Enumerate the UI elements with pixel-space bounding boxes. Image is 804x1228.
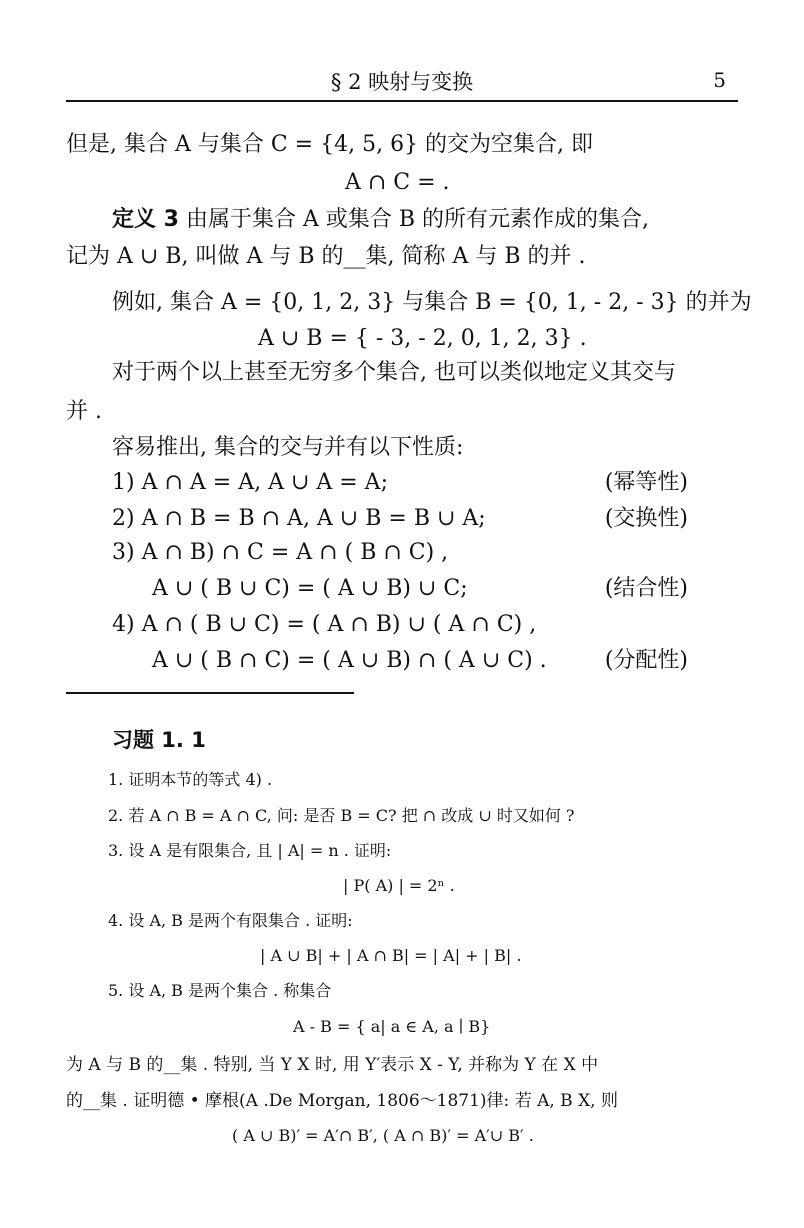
- property-1: 1) A ∩ A = A, A ∪ A = A;: [112, 470, 388, 495]
- property-2: 2) A ∩ B = B ∩ A, A ∪ B = B ∪ A;: [112, 506, 486, 531]
- header-rule: [66, 100, 738, 102]
- exercise-3-formula: | P( A) | = 2ⁿ .: [343, 876, 455, 895]
- exercise-5-text-1: 为 A 与 B 的__集 . 特别, 当 Y X 时, 用 Y′表示 X - Y, 并称为 Y 在 X 中: [66, 1055, 599, 1075]
- body-line-7: 对于两个以上甚至无穷多个集合, 也可以类似地定义其交与: [112, 360, 676, 385]
- exercise-1: 1. 证明本节的等式 4) .: [108, 770, 273, 789]
- body-line-5: 例如, 集合 A = {0, 1, 2, 3} 与集合 B = {0, 1, - 2, - 3} 的并为: [112, 290, 752, 315]
- page-number: 5: [713, 68, 726, 92]
- property-4-label: (分配性): [604, 648, 688, 673]
- exercise-4-formula: | A ∪ B| + | A ∩ B| = | A| + | B| .: [260, 946, 522, 965]
- definition-line: [112, 209, 649, 231]
- section-rule: [66, 692, 354, 694]
- property-3-label: (结合性): [604, 576, 688, 601]
- exercises-title: 习题 1. 1: [112, 728, 206, 752]
- running-header-title: § 2 映射与变换: [330, 70, 474, 94]
- exercise-5-formula-2: ( A ∪ B)′ = A′∩ B′, ( A ∩ B)′ = A′∪ B′ .: [232, 1126, 534, 1145]
- body-line-2-equation: A ∩ C = .: [345, 170, 450, 195]
- body-line-8: 并 .: [66, 399, 102, 424]
- exercise-2: 2. 若 A ∩ B = A ∩ C, 问: 是否 B = C? 把 ∩ 改成 ∪ 时又如何 ?: [108, 806, 575, 825]
- body-line-9: 容易推出, 集合的交与并有以下性质:: [112, 435, 464, 460]
- property-4-line-2: A ∪ ( B ∩ C) = ( A ∪ B) ∩ ( A ∪ C) .: [152, 648, 547, 673]
- exercise-5-formula: A - B = { a| a ∈ A, a ∣ B}: [293, 1017, 491, 1036]
- body-line-1: 但是, 集合 A 与集合 C = {4, 5, 6} 的交为空集合, 即: [66, 132, 594, 157]
- property-3-line-1: 3) A ∩ B) ∩ C = A ∩ ( B ∩ C) ,: [112, 540, 449, 565]
- exercise-5: 5. 设 A, B 是两个集合 . 称集合: [108, 981, 332, 1000]
- property-2-label: (交换性): [604, 506, 688, 531]
- exercise-4: 4. 设 A, B 是两个有限集合 . 证明:: [108, 911, 353, 930]
- definition-text: 由属于集合 A 或集合 B 的所有元素作成的集合,: [185, 207, 649, 232]
- property-1-label: (幂等性): [604, 470, 688, 495]
- body-line-6-equation: A ∪ B = { - 3, - 2, 0, 1, 2, 3} .: [258, 326, 587, 351]
- exercise-5-text-2: 的__集 . 证明德 • 摩根(A .De Morgan, 1806～1871)律: 若 A, B X, 则: [66, 1091, 618, 1111]
- property-4-line-1: 4) A ∩ ( B ∪ C) = ( A ∩ B) ∪ ( A ∩ C) ,: [112, 612, 537, 637]
- body-line-4: 记为 A ∪ B, 叫做 A 与 B 的__集, 简称 A 与 B 的并 .: [66, 244, 586, 269]
- property-3-line-2: A ∪ ( B ∪ C) = ( A ∪ B) ∪ C;: [152, 576, 468, 601]
- exercise-3: 3. 设 A 是有限集合, 且 | A| = n . 证明:: [108, 841, 392, 860]
- definition-label: 定义 3: [112, 207, 179, 232]
